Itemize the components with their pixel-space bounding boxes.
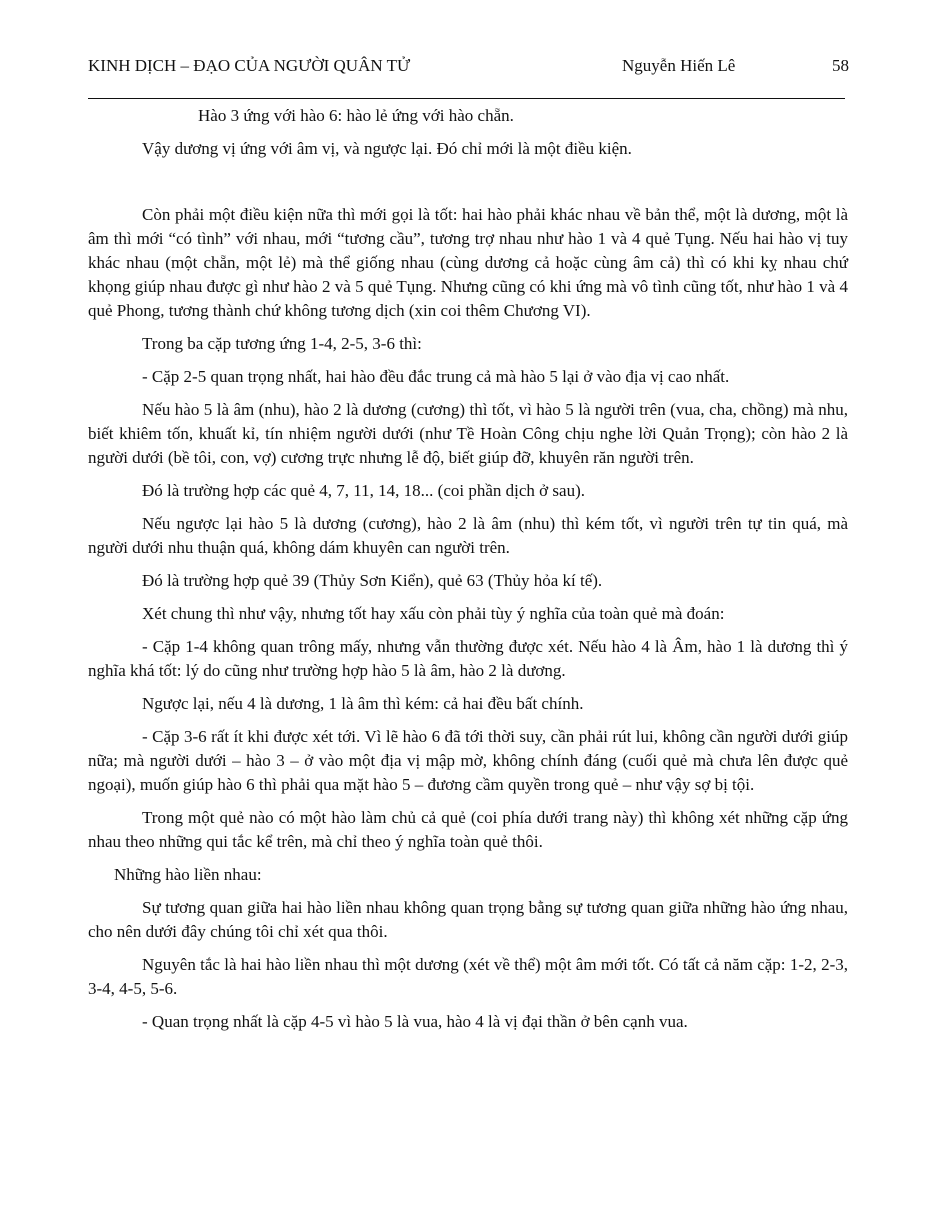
paragraph: Sự tương quan giữa hai hào liền nhau không quan trọng bằng sự tương quan giữa những hào ứng nhau, cho nên dưới đây chúng tôi chỉ xét qua thôi. — [88, 898, 848, 941]
book-title: KINH DỊCH – ĐẠO CỦA NGƯỜI QUÂN TỬ — [88, 56, 411, 75]
paragraph: Đó là trường hợp quẻ 39 (Thủy Sơn Kiển), quẻ 63 (Thủy hỏa kí tế). — [142, 571, 603, 590]
paragraph: Trong ba cặp tương ứng 1-4, 2-5, 3-6 thì: — [142, 334, 422, 353]
paragraph: Xét chung thì như vậy, nhưng tốt hay xấu còn phải tùy ý nghĩa của toàn quẻ mà đoán: — [142, 604, 725, 623]
section-heading: Những hào liền nhau: — [114, 865, 262, 884]
paragraph: - Cặp 1-4 không quan trông mấy, nhưng vẫn thường được xét. Nếu hào 4 là Âm, hào 1 là dương thì ý nghĩa khá tốt: lý do cũng như trường hợp hào 5 là âm, hào 2 là dương. — [88, 637, 848, 680]
page-header — [88, 56, 849, 80]
page-number: 58 — [832, 56, 849, 75]
paragraph: - Cặp 2-5 quan trọng nhất, hai hào đều đắc trung cả mà hào 5 lại ở vào địa vị cao nhất. — [142, 367, 730, 386]
paragraph: - Cặp 3-6 rất ít khi được xét tới. Vì lẽ hào 6 đã tới thời suy, cần phải rút lui, không cần người dưới giúp nữa; mà người dưới – hào 3 – ở vào một địa vị mập mờ, không chính đáng (cuối quẻ mà chưa lên được quẻ ngoại), muốn giúp hào 6 thì phải qua mặt hào 5 – đương cầm quyền trong quẻ – như vậy sợ bị tội. — [88, 727, 848, 794]
paragraph: Nếu hào 5 là âm (nhu), hào 2 là dương (cương) thì tốt, vì hào 5 là người trên (vua, cha, chồng) mà nhu, biết khiêm tốn, khuất kỉ, tín nhiệm người dưới (như Tề Hoàn Công chịu nghe lời Quản Trọng); còn hào 2 là người dưới (bề tôi, con, vợ) cương trực nhưng lễ độ, biết giúp đỡ, khuyên răn người trên. — [88, 400, 848, 467]
paragraph: Đó là trường hợp các quẻ 4, 7, 11, 14, 18... (coi phần dịch ở sau). — [142, 481, 585, 500]
paragraph: Còn phải một điều kiện nữa thì mới gọi là tốt: hai hào phải khác nhau về bản thể, một là dương, một là âm thì mới “có tình” với nhau, mới “tương cầu”, tương trợ nhau như hào 1 và 4 quẻ Tụng. Nếu hai hào vị tuy khác nhau (một chẵn, một lẻ) mà thể giống nhau (cùng dương cả hoặc cùng âm cả) thì có khi kỵ nhau chứ khọng giúp nhau được gì như hào 2 và 5 quẻ Tụng. Nhưng cũng có khi ứng mà vô tình cũng tốt, như hào 1 và 4 quẻ Phong, tương thành chứ không tương dịch (xin coi thêm Chương VI). — [88, 205, 848, 320]
paragraph: Nếu ngược lại hào 5 là dương (cương), hào 2 là âm (nhu) thì kém tốt, vì người trên tự tin quá, mà người dưới nhu thuận quá, không dám khuyên can người trên. — [88, 514, 848, 557]
paragraph: Hào 3 ứng với hào 6: hào lẻ ứng với hào chẵn. — [198, 106, 514, 125]
paragraph: Ngược lại, nếu 4 là dương, 1 là âm thì kém: cả hai đều bất chính. — [142, 694, 584, 713]
author-name: Nguyễn Hiến Lê — [622, 56, 736, 75]
paragraph: Nguyên tắc là hai hào liền nhau thì một dương (xét về thể) một âm mới tốt. Có tất cả năm cặp: 1-2, 2-3, 3-4, 4-5, 5-6. — [88, 955, 848, 998]
paragraph: Vậy dương vị ứng với âm vị, và ngược lại. Đó chỉ mới là một điều kiện. — [142, 139, 632, 158]
header-divider — [88, 98, 845, 99]
paragraph: Trong một quẻ nào có một hào làm chủ cả quẻ (coi phía dưới trang này) thì không xét những cặp ứng nhau theo những qui tắc kể trên, mà chỉ theo ý nghĩa toàn quẻ thôi. — [88, 808, 848, 851]
page-body — [88, 104, 848, 1043]
paragraph: - Quan trọng nhất là cặp 4-5 vì hào 5 là vua, hào 4 là vị đại thần ở bên cạnh vua. — [142, 1012, 688, 1031]
